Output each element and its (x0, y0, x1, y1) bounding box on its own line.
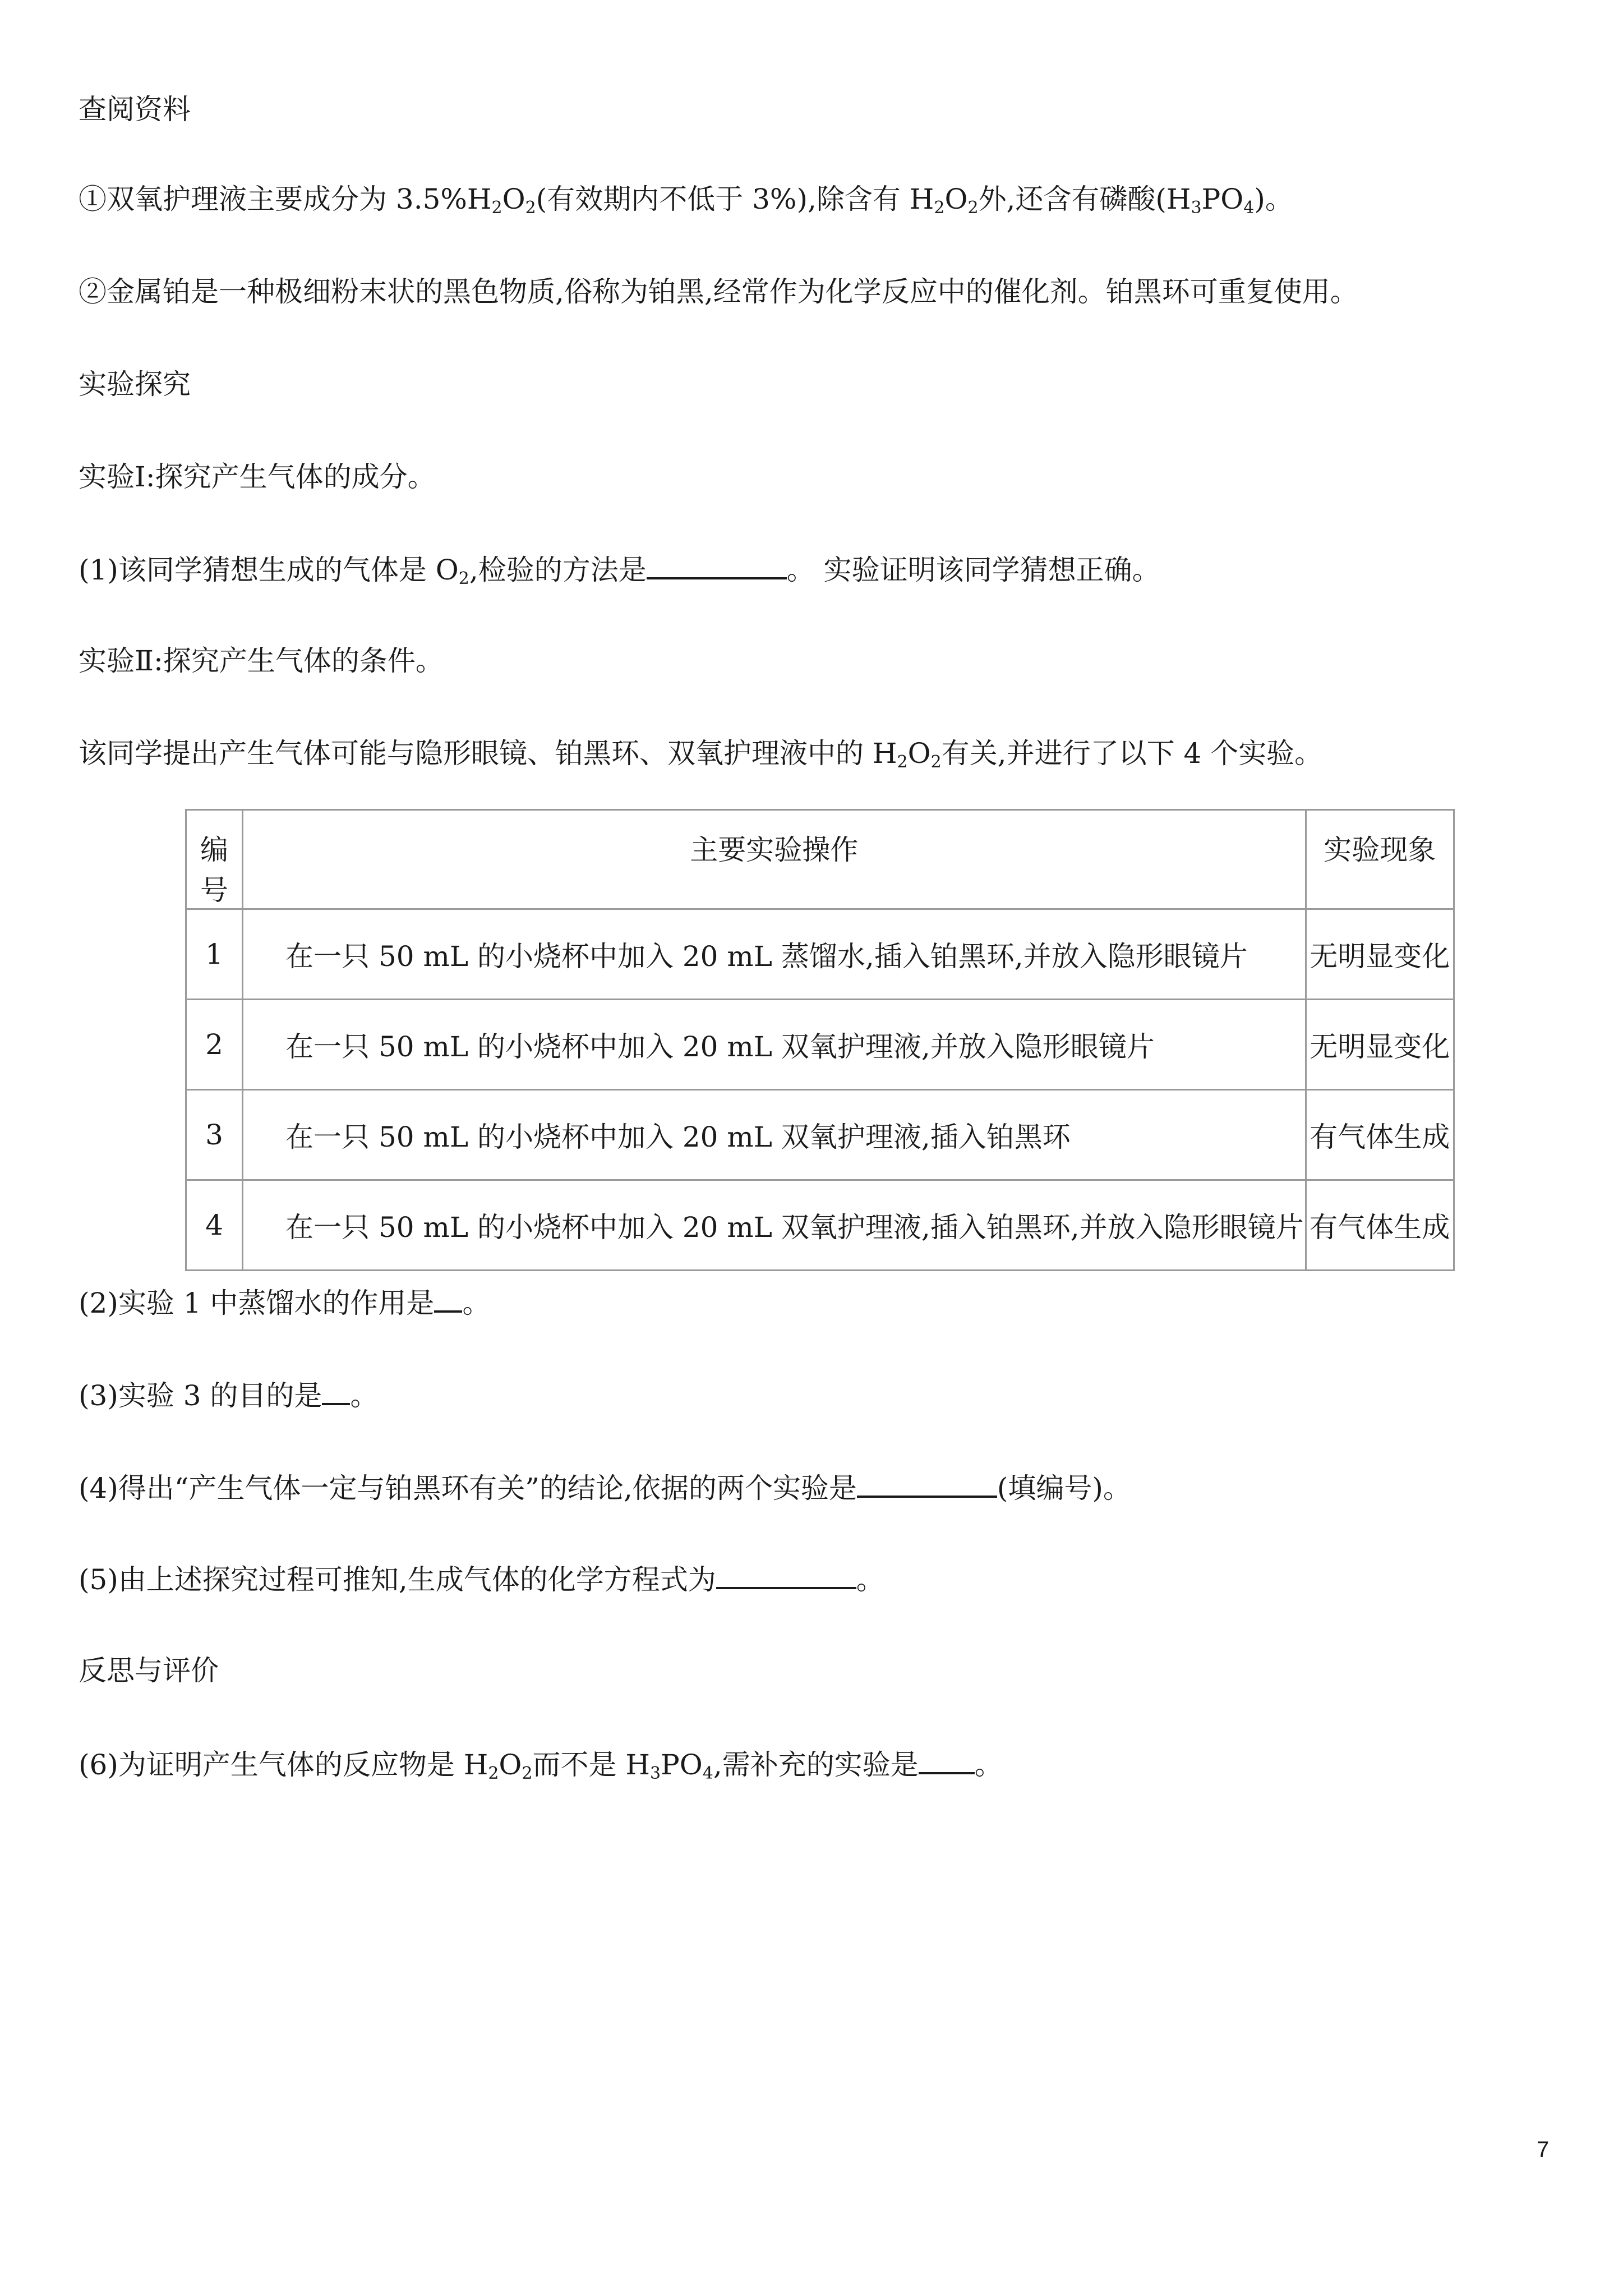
text: (6)为证明产生气体的反应物是 H (79, 1749, 488, 1781)
text: O (944, 183, 968, 215)
subscript: 2 (488, 1764, 499, 1783)
experiment-intro (79, 737, 1322, 770)
answer-blank-2[interactable] (434, 1285, 462, 1313)
text: ,需补充的实验是 (713, 1749, 919, 1781)
header-operation: 主要实验操作 (243, 810, 1306, 909)
table-row (186, 909, 1454, 1000)
row-phenomenon: 无明显变化 (1306, 1000, 1454, 1090)
header-number: 编号 (186, 810, 243, 909)
row-operation: 在一只 50 mL 的小烧杯中加入 20 mL 双氧护理液,并放入隐形眼镜片 (243, 1000, 1306, 1090)
row-operation: 在一只 50 mL 的小烧杯中加入 20 mL 双氧护理液,插入铂黑环,并放入隐形眼镜片 (243, 1180, 1306, 1271)
row-number: 3 (186, 1090, 243, 1180)
text: O (502, 183, 525, 215)
text: 而不是 H (532, 1749, 651, 1781)
text: (1)该同学猜想生成的气体是 O (79, 554, 459, 586)
text: 有关,并进行了以下 4 个实验。 (941, 737, 1323, 770)
text: 。 (974, 1749, 1003, 1781)
experiment-table (185, 809, 1455, 1271)
table-header-row (186, 810, 1454, 909)
text: 该同学提出产生气体可能与隐形眼镜、铂黑环、双氧护理液中的 H (79, 737, 897, 770)
heading-reflect: 反思与评价 (79, 1654, 219, 1687)
subscript: 2 (491, 198, 502, 218)
research-item-2: ②金属铂是一种极细粉末状的黑色物质,俗称为铂黑,经常作为化学反应中的催化剂。铂黑环可重复使用。 (79, 275, 1358, 308)
text: ①双氧护理液主要成分为 3.5%H (79, 183, 492, 215)
answer-blank-1[interactable] (647, 551, 787, 579)
text: 外,还含有磷酸(H (978, 183, 1191, 215)
subscript: 4 (1243, 198, 1255, 218)
answer-blank-4[interactable] (857, 1470, 997, 1498)
text: PO (1201, 183, 1244, 215)
question-3 (79, 1377, 378, 1412)
heading-research: 查阅资料 (79, 93, 191, 126)
subscript: 2 (897, 752, 908, 772)
row-phenomenon: 无明显变化 (1306, 909, 1454, 1000)
subscript: 2 (458, 569, 469, 588)
text: (3)实验 3 的目的是 (79, 1379, 322, 1412)
text: (4)得出“产生气体一定与铂黑环有关”的结论,依据的两个实验是 (79, 1472, 857, 1504)
subscript: 2 (930, 752, 942, 772)
text: O (499, 1749, 522, 1781)
row-phenomenon: 有气体生成 (1306, 1090, 1454, 1180)
question-1 (79, 551, 1160, 587)
answer-blank-6[interactable] (919, 1746, 975, 1774)
subscript: 2 (967, 198, 979, 218)
row-number: 2 (186, 1000, 243, 1090)
text: 。 实验证明该同学猜想正确。 (786, 554, 1160, 586)
row-phenomenon: 有气体生成 (1306, 1180, 1454, 1271)
question-5 (79, 1561, 884, 1596)
text: ,检验的方法是 (469, 554, 647, 586)
text: 。 (856, 1563, 884, 1596)
subscript: 3 (650, 1764, 661, 1783)
row-operation: 在一只 50 mL 的小烧杯中加入 20 mL 蒸馏水,插入铂黑环,并放入隐形眼镜片 (243, 909, 1306, 1000)
subscript: 3 (1191, 198, 1202, 218)
text: O (907, 737, 931, 770)
header-phenomenon: 实验现象 (1306, 810, 1454, 909)
subscript: 4 (702, 1764, 713, 1783)
answer-blank-5[interactable] (716, 1561, 856, 1589)
row-number: 4 (186, 1180, 243, 1271)
text: (2)实验 1 中蒸馏水的作用是 (79, 1287, 435, 1319)
text: (有效期内不低于 3%),除含有 H (536, 183, 934, 215)
text: PO (661, 1749, 703, 1781)
table-row (186, 1090, 1454, 1180)
page-number: 7 (1537, 2137, 1550, 2162)
subscript: 2 (522, 1764, 533, 1783)
subscript: 2 (525, 198, 536, 218)
question-6 (79, 1746, 1003, 1782)
text: )。 (1254, 183, 1293, 215)
research-item-1 (79, 182, 1293, 216)
table-row (186, 1000, 1454, 1090)
table-row (186, 1180, 1454, 1271)
text: 。 (350, 1379, 379, 1412)
text: (5)由上述探究过程可推知,生成气体的化学方程式为 (79, 1563, 716, 1596)
row-operation: 在一只 50 mL 的小烧杯中加入 20 mL 双氧护理液,插入铂黑环 (243, 1090, 1306, 1180)
heading-explore: 实验探究 (79, 368, 191, 401)
subscript: 2 (934, 198, 945, 218)
row-number: 1 (186, 909, 243, 1000)
experiment-2-title: 实验Ⅱ:探究产生气体的条件。 (79, 645, 444, 677)
question-4 (79, 1470, 1131, 1505)
text: 。 (462, 1287, 491, 1319)
text: (填编号)。 (997, 1472, 1131, 1504)
experiment-1-title: 实验Ⅰ:探究产生气体的成分。 (79, 461, 436, 493)
answer-blank-3[interactable] (322, 1377, 350, 1405)
question-2 (79, 1285, 490, 1320)
